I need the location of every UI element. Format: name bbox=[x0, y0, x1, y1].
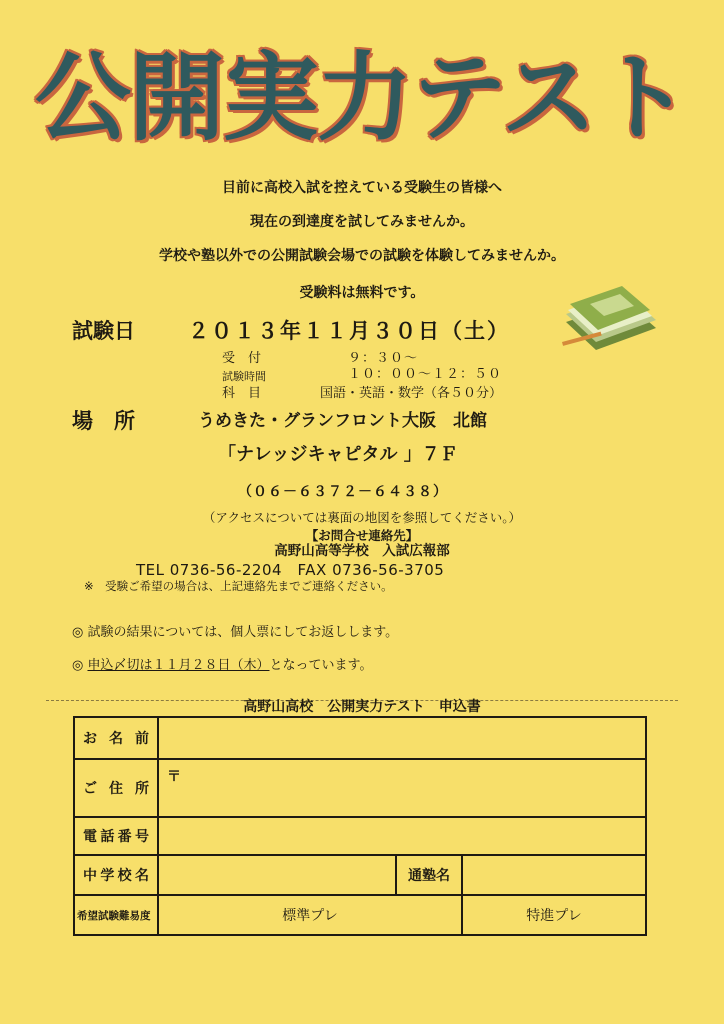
contact-heading: 【お問合せ連絡先】 bbox=[305, 528, 419, 543]
deadline-note bbox=[72, 657, 372, 674]
postal-mark: 〒 bbox=[167, 769, 181, 785]
address-field[interactable] bbox=[158, 759, 646, 817]
venue-line-1: うめきた・グランフロント大阪 北館 bbox=[198, 411, 487, 431]
venue-phone: （０６－６３７２－６４３８） bbox=[238, 484, 448, 500]
page-title: 公開実力テスト bbox=[34, 42, 690, 154]
address-label: ご住所 bbox=[74, 759, 158, 817]
contact-note: ※ 受験ご希望の場合は、上記連絡先までご連絡ください。 bbox=[84, 579, 393, 593]
exam-date-label: 試験日 bbox=[72, 319, 135, 343]
level-label: 希望試験難易度 bbox=[74, 895, 158, 935]
option-advanced[interactable]: 特進プレ bbox=[462, 895, 646, 935]
reception-value: ９：３０～ bbox=[348, 351, 419, 366]
cram-label: 通塾名 bbox=[396, 855, 462, 895]
venue-label: 場 所 bbox=[72, 409, 135, 433]
exam-time-label: 試験時間 bbox=[222, 370, 266, 383]
intro-line-4: 受験料は無料です。 bbox=[299, 285, 425, 301]
phone-field[interactable] bbox=[158, 817, 646, 855]
exam-time-value: １０：００～１２：５０ bbox=[348, 367, 503, 382]
results-note: ◎ 試験の結果については、個人票にしてお返しします。 bbox=[72, 625, 399, 640]
name-label: お名前 bbox=[74, 717, 158, 759]
school-label: 中学校名 bbox=[74, 855, 158, 895]
option-standard[interactable]: 標準プレ bbox=[158, 895, 462, 935]
cram-field[interactable] bbox=[462, 855, 646, 895]
books-illustration bbox=[560, 282, 660, 354]
deadline-prefix: ◎ bbox=[72, 658, 88, 673]
intro-line-1: 目前に高校入試を控えている受験生の皆様へ bbox=[222, 180, 502, 196]
deadline-highlight: 申込〆切は１１月２８日（木） bbox=[87, 658, 270, 673]
name-field[interactable] bbox=[158, 717, 646, 759]
subjects-label: 科 目 bbox=[222, 386, 262, 401]
application-form bbox=[73, 716, 647, 936]
intro-line-3: 学校や塾以外での公開試験会場での試験を体験してみませんか。 bbox=[159, 248, 565, 264]
subjects-value: 国語・英語・数学（各５０分） bbox=[320, 386, 503, 401]
venue-line-2: 「ナレッジキャピタル 」７Ｆ bbox=[218, 444, 458, 465]
phone-label: 電話番号 bbox=[74, 817, 158, 855]
contact-org: 高野山高等学校 入試広報部 bbox=[274, 543, 450, 559]
deadline-suffix: となっています。 bbox=[269, 658, 373, 673]
access-note: （アクセスについては裏面の地図を参照してください。） bbox=[202, 510, 522, 525]
intro-line-2: 現在の到達度を試してみませんか。 bbox=[250, 214, 474, 230]
form-heading: 高野山高校 公開実力テスト 申込書 bbox=[243, 699, 481, 715]
reception-label: 受 付 bbox=[222, 351, 262, 366]
contact-tel-fax: TEL 0736-56-2204 FAX 0736-56-3705 bbox=[136, 561, 445, 579]
school-field[interactable] bbox=[158, 855, 396, 895]
exam-date-value: ２０１３年１１月３０日（土） bbox=[188, 319, 510, 343]
